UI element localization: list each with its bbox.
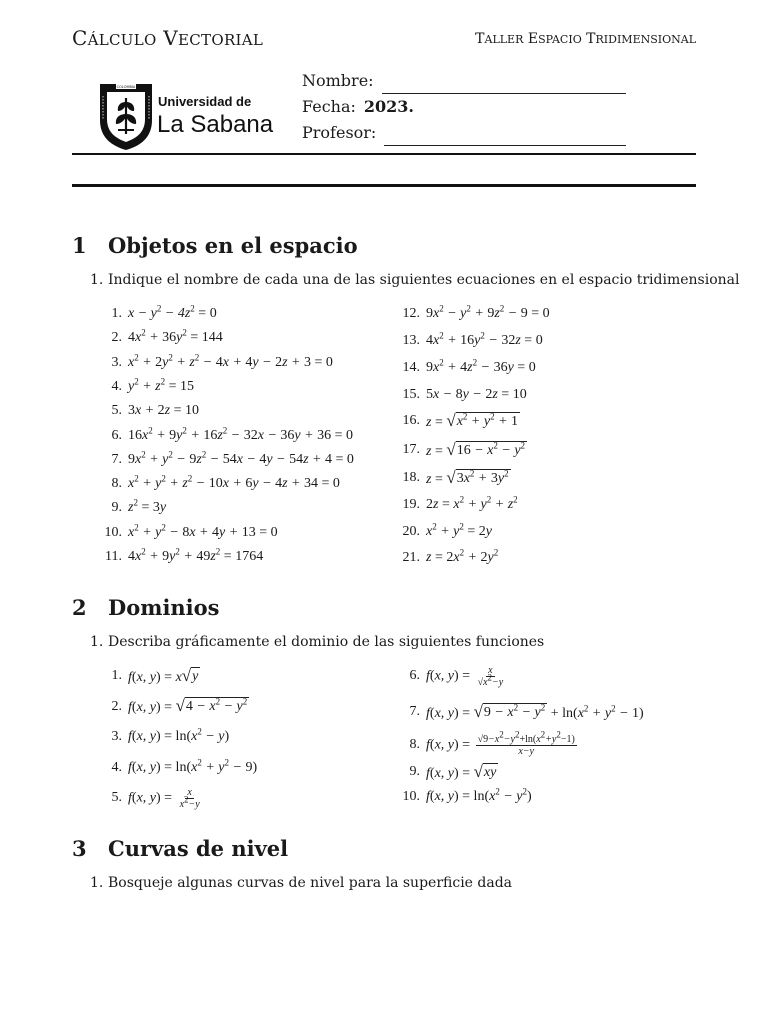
exercise-item	[398, 440, 527, 460]
exercise-number: 4.	[111, 378, 122, 394]
section-1-instruction: 1. Indique el nombre de cada una de las siguientes ecuaciones en el espacio tridimensional	[90, 272, 740, 288]
exercise-item	[100, 304, 217, 324]
exercise-number: 8.	[111, 476, 122, 492]
exercise-item	[398, 304, 550, 324]
exercise-expression: $x^2 + y^2 - 8x + 4y + 13 = 0$	[128, 522, 278, 540]
exercise-item	[100, 450, 354, 470]
exercise-expression: $z = 2x^2 + 2y^2$	[426, 547, 499, 565]
exercise-number: 4.	[111, 759, 122, 775]
exercise-expression: $x - y^2 - 4z^2 = 0$	[128, 303, 217, 321]
exercise-item	[100, 788, 204, 808]
exercise-number: 19.	[402, 497, 420, 512]
exercise-number: 10.	[402, 789, 420, 804]
exercise-number: 5.	[111, 403, 122, 419]
exercise-item	[100, 426, 353, 446]
exercise-expression: $4x^2 + 36y^2 = 144$	[128, 327, 223, 346]
exercise-number: 6.	[409, 668, 420, 683]
exercise-number: 13.	[402, 333, 420, 348]
exercise-expression: $16x^2 + 9y^2 + 16z^2 - 32x - 36y + 36 = 0$	[128, 424, 353, 443]
exercise-expression: $4x^2 + 16y^2 - 32z = 0$	[426, 330, 543, 348]
exercise-expression: f(x, y) = $\frac{x}{√x^2-y}$	[426, 664, 504, 688]
exercise-number: 9.	[111, 500, 122, 516]
student-info-form	[302, 68, 626, 146]
exercise-number: 8.	[409, 737, 420, 752]
exercise-expression: $9x^2 + y^2 - 9z^2 - 54x - 4y - 54z + 4 = 0$	[128, 449, 354, 467]
exercise-expression: f(x, $y) = \ln(x^2 - y^2)$	[426, 786, 532, 804]
exercise-number: 6.	[111, 427, 122, 443]
exercise-number: 7.	[111, 451, 122, 467]
exercise-expression: f(x, y) = √ xy	[426, 761, 497, 781]
exercise-number: 1.	[111, 306, 122, 321]
exercise-number: 18.	[402, 470, 420, 485]
exercise-expression: f(x, $y) = \ln(x^2 - y)$	[128, 726, 230, 744]
exercise-expression: 3x + 2z = 10	[128, 403, 200, 419]
section-3-instruction: 1. Bosqueje algunas curvas de nivel para la superficie dada	[90, 875, 513, 891]
exercise-expression: z = √ $x^2 + y^2 + 1$	[426, 410, 519, 430]
exercise-number: 14.	[402, 360, 420, 375]
exercise-expression: 5x − 8y − 2z = 10	[426, 387, 527, 402]
exercise-item	[398, 762, 498, 782]
exercise-item	[100, 547, 263, 567]
section-3-heading: 3 Curvas de nivel	[72, 836, 289, 861]
exercise-item	[398, 358, 536, 378]
exercise-expression: $x^2 + y^2 + z^2 - 10x + 6y - 4z + 34 = 0$	[128, 473, 340, 492]
exercise-item	[100, 758, 257, 778]
exercise-expression: z = √ $3x^2 + 3y^2$	[426, 467, 509, 487]
exercise-number: 12.	[402, 306, 420, 321]
name-field	[302, 68, 626, 94]
name-input-line[interactable]	[382, 77, 626, 94]
section-2-title: Dominios	[108, 595, 220, 620]
exercise-item	[100, 353, 333, 373]
exercise-number: 3.	[111, 354, 122, 370]
section-2-instruction: 1. Describa gráficamente el dominio de las siguientes funciones	[90, 634, 545, 650]
date-label: Fecha:	[302, 97, 356, 116]
university-logo	[98, 80, 278, 156]
exercise-number: 1.	[111, 668, 122, 683]
exercise-expression: f(x, $y) = \ln(x^2 + y^2 - 9)$	[128, 756, 258, 775]
exercise-number: 7.	[409, 704, 420, 719]
exercise-number: 17.	[402, 442, 420, 457]
exercise-number: 11.	[105, 549, 122, 564]
course-title: CÁLCULO VECTORIAL	[72, 26, 264, 50]
exercise-item	[398, 411, 520, 431]
date-field	[302, 94, 626, 120]
logo-line1: Universidad de	[158, 94, 252, 109]
exercise-item	[100, 666, 200, 686]
date-value: 2023.	[363, 97, 414, 116]
section-1-title: Objetos en el espacio	[108, 233, 358, 258]
exercise-number: 21.	[402, 550, 420, 565]
exercise-item	[100, 328, 223, 348]
exercise-expression: f(x, y) = $\frac{x}{x^2-y}$	[128, 786, 200, 810]
exercise-item	[398, 702, 644, 722]
exercise-expression: $z^2 = 3y$	[128, 497, 167, 516]
exercise-item	[398, 468, 511, 488]
exercise-expression: $9x^2 + 4z^2 - 36y = 0$	[426, 357, 536, 375]
exercise-expression: $x^2 + y^2 = 2y$	[426, 521, 493, 539]
section-3-title: Curvas de nivel	[108, 836, 289, 861]
exercise-expression: $2z = x^2 + y^2 + z^2$	[426, 494, 518, 512]
section-1-heading: 1 Objetos en el espacio	[72, 233, 358, 258]
professor-input-line[interactable]	[384, 129, 626, 146]
exercise-number: 2.	[111, 330, 122, 346]
exercise-item	[398, 331, 543, 351]
exercise-item	[398, 495, 518, 515]
exercise-expression: $y^2 + z^2 = 15$	[128, 376, 195, 394]
workshop-title: TALLER ESPACIO TRIDIMENSIONAL	[475, 31, 696, 47]
exercise-expression: f(x, y) = √ $9 - x^2 - y^2$ + $\ln(x^2 + y^2 - 1)$	[426, 701, 644, 721]
exercise-expression: f(x, y) = x √ y	[128, 665, 199, 685]
header-rule-bottom	[72, 184, 696, 187]
exercise-expression: $4x^2 + 9y^2 + 49z^2 = 1764$	[128, 546, 264, 564]
exercise-item	[398, 385, 527, 405]
professor-label: Profesor:	[302, 123, 377, 142]
exercise-number: 15.	[402, 387, 420, 402]
exercise-item	[100, 523, 278, 543]
professor-field	[302, 120, 626, 146]
exercise-number: 9.	[409, 764, 420, 779]
exercise-item	[398, 787, 532, 807]
exercise-number: 2.	[111, 698, 122, 714]
exercise-item	[100, 474, 340, 494]
logo-line2: La Sabana	[157, 111, 274, 138]
svg-text:COLOMBIA: COLOMBIA	[116, 85, 136, 89]
exercise-item	[398, 666, 507, 686]
exercise-item	[398, 522, 492, 542]
exercise-item	[100, 498, 166, 518]
exercise-item	[100, 401, 199, 421]
exercise-item	[398, 548, 498, 568]
exercise-expression: f(x, y) = √ $4 - x^2 - y^2$	[128, 696, 248, 715]
section-2-heading: 2 Dominios	[72, 595, 220, 620]
exercise-number: 16.	[402, 413, 420, 428]
name-label: Nombre:	[302, 71, 374, 90]
university-seal-icon	[100, 84, 152, 150]
exercise-number: 10.	[104, 524, 122, 540]
exercise-number: 3.	[111, 729, 122, 744]
exercise-item	[100, 727, 229, 747]
exercise-expression: z = √ $16 - x^2 - y^2$	[426, 439, 526, 459]
header-rule-top	[72, 153, 696, 155]
exercise-expression: $x^2 + 2y^2 + z^2 - 4x + 4y - 2z + 3 = 0$	[128, 351, 333, 370]
exercise-number: 20.	[402, 524, 420, 539]
exercise-expression: $9x^2 - y^2 + 9z^2 - 9 = 0$	[426, 303, 550, 321]
exercise-item	[398, 729, 579, 757]
exercise-number: 5.	[111, 790, 122, 805]
exercise-item	[100, 377, 194, 397]
exercise-expression: f(x, y) = $\frac{√9-x^2-y^2+\ln(x^2+y^2-1)}{x-y}$	[426, 729, 575, 757]
exercise-item	[100, 697, 249, 717]
